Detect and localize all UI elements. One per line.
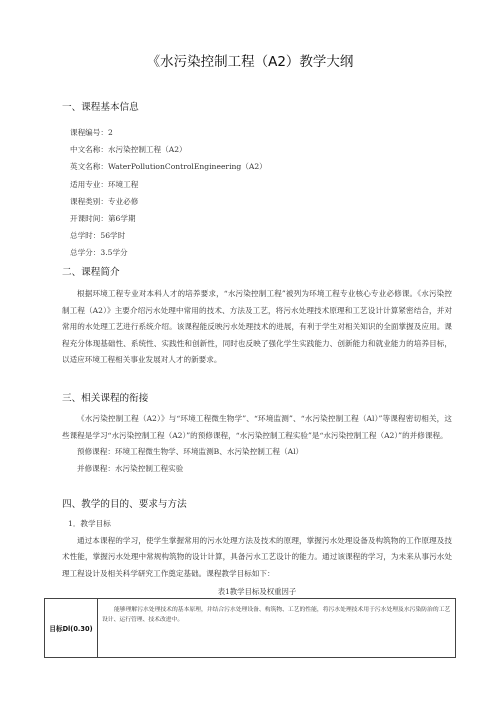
course-code: 课程编号：2	[70, 128, 113, 137]
objectives-paragraph: 通过本课程的学习，使学生掌握常用的污水处理方法及技术的原理，掌握污水处理设备及构筑物的工作原理及技术性能，掌握污水处理中常规构筑物的设计计算，具备污水工艺设计的能力。通过该课程的学习，为未来从事污水处理工程设计及相关科学研究工作奠定基础。课程教学目标如下：	[62, 535, 452, 578]
objectives-text	[62, 516, 452, 582]
course-chinese-name: 中文名称：水污染控制工程（A2）	[70, 145, 187, 155]
intro-paragraph: 根据环境工程专业对本科人才的培养要求，“水污染控制工程”被列为环境工程专业核心专业必修课。《水污染控制工程（A2）》主要介绍污水处理中常用的技术、方法及工艺，将污水处理技术原理和工艺设计计算紧密结合，并对常用的水处理工艺进行系统介绍。该课程能反映污水处理技术的进展，有利于学生对相关知识的全面掌握及应用。课程充分体现基础性、系统性、实践性和创新性，同时也反映了强化学生实践能力、创新能力和就业能力的培养目标，以适应环境工程相关事业发展对人才的新要求。	[62, 289, 452, 365]
goals-table-wrap	[44, 598, 456, 658]
section-basic-info	[62, 101, 452, 115]
section-heading-objectives: 四、教学的目的、要求与方法	[62, 499, 187, 510]
section-heading-related-courses: 三、相关课程的衔接	[62, 393, 149, 404]
concurrent-courses: 并修课程：水污染控制工程实验	[77, 463, 184, 473]
section-heading-intro: 二、课程简介	[62, 267, 120, 278]
course-category: 课程类别：专业必修	[70, 196, 139, 206]
course-term: 开课时间：第6学期	[70, 214, 136, 224]
table-caption-block	[62, 586, 452, 597]
table-caption: 表1教学目标及权重因子	[217, 587, 297, 596]
page-title: 《水污染控制工程（A2）教学大纲	[146, 54, 354, 70]
goal-label: 目标Dl(0.30)	[45, 599, 98, 658]
subheading-teaching-goals: 1．教学目标	[68, 519, 111, 528]
total-hours: 总学时：56学时	[70, 231, 126, 241]
applicable-major: 适用专业：环境工程	[70, 179, 139, 189]
prerequisite-courses: 预修课程：环境工程微生物学、环境监测B、水污染控制工程（Al）	[77, 447, 304, 457]
total-credits: 总学分：3.5学分	[70, 248, 128, 258]
goal-description: 能够理解污水处理技术的基本原理，并结合污水处理设备、构筑物、工艺的性能，将污水处理技术用于污水处理及水污染防治的工艺设计、运行管理、技术改进中。	[98, 599, 456, 658]
goals-table	[44, 598, 456, 658]
related-courses-paragraph: 《水污染控制工程（A2）》与“环境工程微生物学”、“环境监测”、“水污染控制工程（Al）”等课程密切相关，这些课程是学习“水污染控制工程（A2）”的预修课程，“水污染控制工程实验”是“水污染控制工程（A2）”的并修课程。	[62, 414, 452, 440]
intro-text	[62, 286, 452, 369]
related-courses-text	[62, 411, 452, 477]
basic-info-list	[70, 124, 452, 262]
table-row	[45, 599, 456, 658]
section-intro	[62, 266, 452, 280]
section-objectives	[62, 498, 452, 512]
section-heading-basic-info: 一、课程基本信息	[62, 102, 139, 113]
section-related-courses	[62, 392, 452, 406]
course-english-name: 英文名称：WaterPollutionControlEngineering（A2）	[70, 162, 267, 172]
